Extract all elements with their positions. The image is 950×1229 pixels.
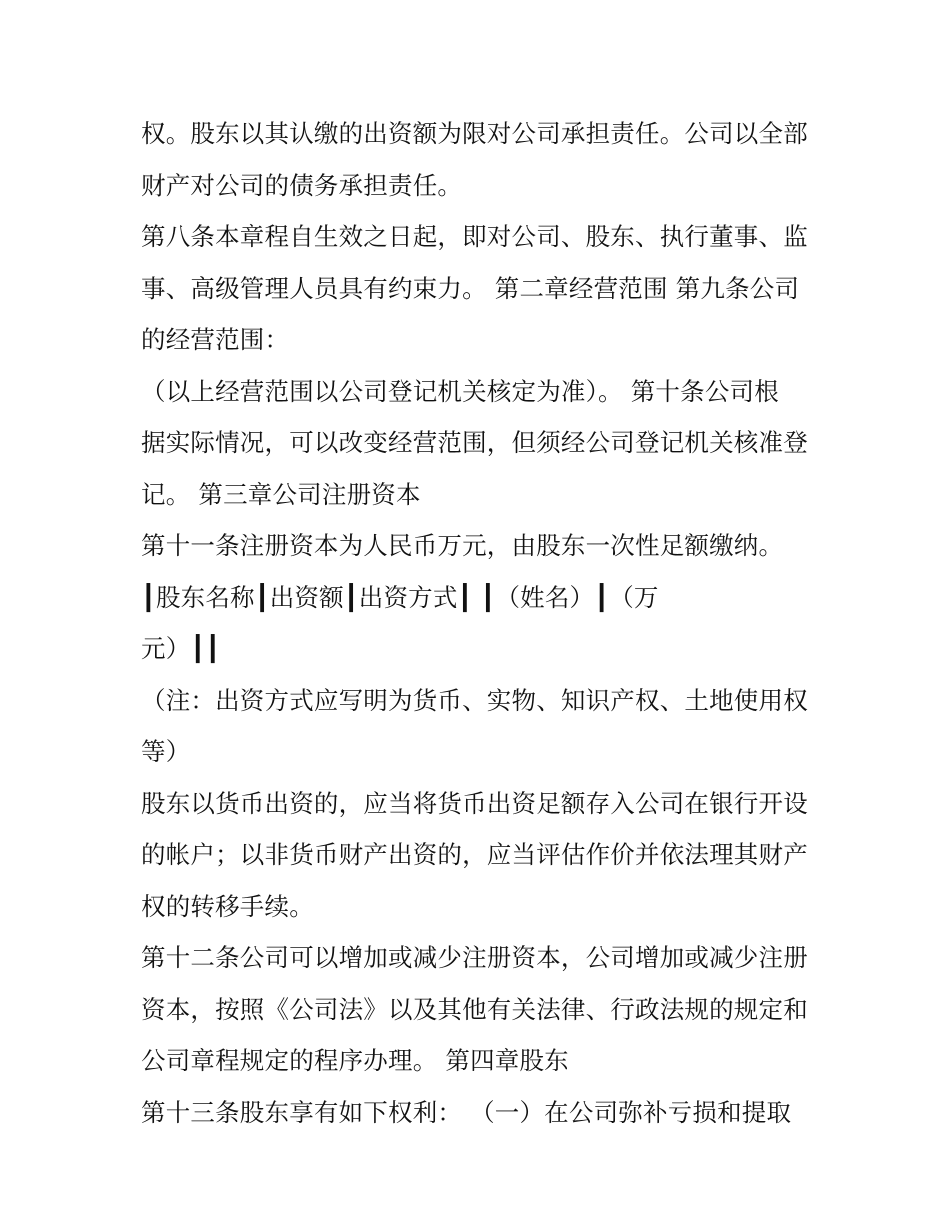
text-line: （注：出资方式应写明为货币、实物、知识产权、土地使用权 [141, 685, 808, 715]
text-line: 第八条本章程自生效之日起，即对公司、股东、执行董事、监 [141, 222, 808, 251]
text-line: 权的转移手续。 [141, 891, 314, 921]
text-line: 元）┃┃ [141, 634, 221, 663]
text-line: 资本，按照《公司法》以及其他有关法律、行政法规的规定和 [141, 994, 808, 1024]
text-line: 据实际情况，可以改变经营范围，但须经公司登记机关核准登 [141, 428, 808, 457]
text-line: 权。股东以其认缴的出资额为限对公司承担责任。公司以全部 [141, 119, 808, 148]
text-line: 财产对公司的债务承担责任。 [141, 170, 463, 200]
text-line: 的帐户；以非货币财产出资的，应当评估作价并依法理其财产 [141, 840, 808, 869]
text-line: 第十一条注册资本为人民币万元，由股东一次性足额缴纳。 [141, 531, 784, 560]
text-line: 事、高级管理人员具有约束力。 第二章经营范围 第九条公司 [141, 273, 800, 303]
text-line: 记。 第三章公司注册资本 [141, 479, 421, 509]
text-line: 公司章程规定的程序办理。 第四章股东 [141, 1046, 569, 1075]
body-text [141, 108, 821, 1138]
text-line: 等） [141, 737, 191, 766]
text-line: 的经营范围： [141, 325, 290, 354]
text-line: ┃股东名称┃出资额┃出资方式┃ ┃（姓名）┃（万 [141, 582, 659, 612]
text-line: 股东以货币出资的，应当将货币出资足额存入公司在银行开设 [141, 788, 808, 818]
text-line: 第十二条公司可以增加或减少注册资本，公司增加或减少注册 [141, 943, 808, 972]
text-line: （以上经营范围以公司登记机关核定为准）。 第十条公司根 [141, 376, 779, 406]
text-line: 第十三条股东享有如下权利： （一）在公司弥补亏损和提取 [141, 1097, 792, 1127]
